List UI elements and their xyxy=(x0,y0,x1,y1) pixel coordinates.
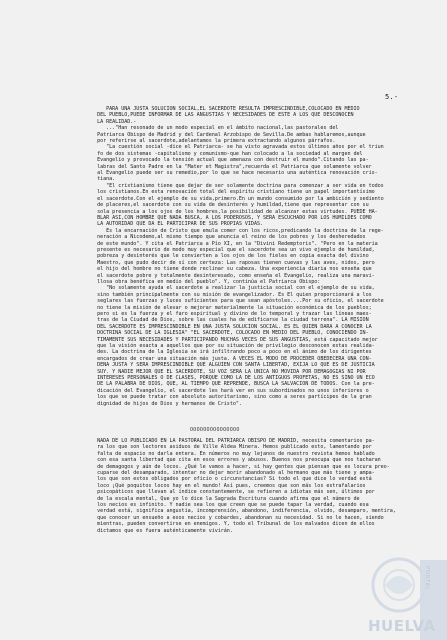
text-line: NADA DE LO PUBLICADO EN LA PASTORAL DEL PATRIARCA OBISPO DE MADRID, necesita comentarios pa- xyxy=(82,438,375,444)
text-line: seglares las fuerzas y luces suficientes para que sean apóstoles....Por su oficio, el sacerdote xyxy=(82,298,384,305)
text-line: loco ¡Qué poquitos locos hay en el mundo! Así pues, creemos que son más los estrafalarios xyxy=(82,482,366,489)
text-line: los que se puede tratar con absoluto autoritarismo, sino como a seres partícipes de la gran xyxy=(82,394,372,401)
text-line: llosa obra benéfica en medio del pueblo". Y, continúa el Patriarca Obispo: xyxy=(82,278,321,285)
text-line: que conocer un ensueño a esos necios y cobardes, abandonan su necesidad. Si no le hacen, siendo xyxy=(82,514,384,521)
text-line: el sacerdote.Con el ejemplo de su vida,primero.En un mundo consumido por la ambición y sediento xyxy=(82,195,384,202)
text-line: por referirse al sacerdote,adelantamos la primera extractando algunos párrafos. xyxy=(82,138,336,145)
text-line: ..."Han resonado de un modo especial en el ámbito nacional,las pastorales del xyxy=(82,125,339,132)
text-line: los cristianos.En esta renovación total del espíritu cristiano tiene un papel importantísimo xyxy=(82,189,375,196)
text-line: LA AUTORIDAD QUE DA EL PARTICIPAR DE SUS PROPIAS VIDAS. xyxy=(82,221,264,228)
text-line: des. La doctrina de la Iglesia se irá infiltrando poco a poco en el ánimo de los dirigentes xyxy=(82,349,372,356)
text-line: de este mundo". Y cita el Patriarca a Pío XI, en la "Divini Redemptoris". "Pero en la materia xyxy=(82,240,378,247)
text-line: no tiene la misión de elevar o mejorar materialmente la situación económica de los pueblos; xyxy=(82,304,372,311)
text-line: de demagogos y aún de locos. ¿Qué le vamos a hacer, si hay gentes que piensan que es locura preo- xyxy=(82,463,390,470)
text-line: labras del Santo Padre en la "Mater et Magistra",recuerda el Patriarca que solamente volver xyxy=(82,163,372,170)
text-line: cuparse del desamparado, intentar no dejar morir abandonado al hermano que más tiene y ampa- xyxy=(82,470,375,477)
text-line: tiana. xyxy=(82,176,116,183)
text-line: Maestro, que pudo decir de sí con certeza: Las raposas tienen cuevas y las aves, nidos, pero xyxy=(82,259,375,266)
text-line: INTERESES PERSONALES O DE CLASES, PORQUE COMO LA DE LOS ANTIGUOS PROFETAS, NO ES SINO UN ECO xyxy=(82,375,375,382)
main-article-text xyxy=(82,106,404,407)
text-line: psicopáticos que llevan al índice constantemente, se refieren a idiotas más sen, últimos por xyxy=(82,489,375,496)
text-line: SUY. Y NADIE MEJOR QUE EL SACERDOTE, SU VOZ SERA LA UNICA NO MOVIDA POR DEMAGOGIAS NI POR xyxy=(82,368,366,375)
text-line: "No solamente ayuda el sacerdote a realizar la justicia social con el ejemplo de su vida, xyxy=(82,285,375,292)
text-line: verdad está, significa angustia, incomprensión, abandono, indiferencia, olvido, desamparo, mentira, xyxy=(82,508,396,515)
text-line: DENA JUSTA Y SERA IMPRESCINDIBLE QUE ALGUIEN CON SANTA LIBERTAD, EXIJA LO QUE ES DE JUSTICIA xyxy=(82,362,375,369)
text-line: dictamos que es fuera auténticamente vivirán. xyxy=(82,527,233,534)
section-divider: OOOOOOOOOOOOOOO xyxy=(190,427,240,433)
text-line: DEL SACERDOTE ES IMPRESCINDIBLE EN UNA JUSTA SOLUCION SOCIAL. ES EL QUIEN DARA A CONOCER LA xyxy=(82,323,372,330)
archive-stamp-vertical-label: PORTAL xyxy=(424,566,430,591)
text-line: pero si es la fuerza y el faro espiritual y divino de lo temporal y trazar las líneas maes- xyxy=(82,311,372,317)
text-line: los necios es infinito. Y nadie sea los que creen que se puede tapar la verdad, cuando esa xyxy=(82,502,369,509)
text-line: DE LA PALABRA DE DIOS, QUE, AL TIEMPO QUE REPRENDE, BUSCA LA SALVACION DE TODOS. Con la pre- xyxy=(82,381,375,388)
text-line: LA REALIDAD.- xyxy=(82,118,137,125)
text-line: neración a Nicodemo,al mismo tiempo que anuncia el reino de los pobres y los desheredados xyxy=(82,234,366,241)
text-line: el sacerdote pobre y totalmente desinteresado, como enseña el Evangelio, realiza una maravi- xyxy=(82,272,375,279)
text-line: pobreza y desinterés que le convierten a los ojos de los fieles en copia exacta del divino xyxy=(82,253,369,260)
text-line: de la escala mental, Que yo lo dice la Sagrada Escritura cuando afirma que el número de xyxy=(82,495,360,502)
text-line: presente es necesario de modo muy especial que el sacerdote sea un vivo ejemplo de humildad, xyxy=(82,246,375,253)
text-line: fo de dos sistemas -capitalismo y comunismo-que han colocado a la sociedad al margen del xyxy=(82,150,363,157)
archive-stamp-label: HUELVA xyxy=(368,617,436,635)
text-line: Es la encarnación de Cristo que emula comer con los ricos,predicando la doctrina de la rege- xyxy=(82,227,384,234)
text-line: mientras, pueden convertirse en enemigos. Y, todo el Tribunal de los malvados dicen de ellos xyxy=(82,521,375,528)
text-line: PARA UNA JUSTA SOLUCION SOCIAL,EL SACERDOTE RESULTA IMPRESCINDIBLE,COLOCADO EN MEDIO xyxy=(82,106,360,112)
text-line: al Evangelio puede ser su remedio,por lo que se hace necesario una auténtica renovación cris- xyxy=(82,170,378,177)
text-line: sino también principalmente con su misión de evangelizador. Es El quien proporcionará a los xyxy=(82,291,372,298)
text-line: de placeres,el sacerdote con su vida de desinterés y humildad,tiene que representar con su xyxy=(82,202,369,209)
text-line: los que son estos obligados por oficio o circunstancias? Si todo el que dice lo verdad está xyxy=(82,476,372,483)
text-line: el hijo del hombre no tiene donde reclinar su cabeza. Una experiencia diaria nos enseña que xyxy=(82,266,372,273)
text-line: DOCTRINA SOCIAL DE LA IGLESIA" "EL SACERDOTE, COLOCADO EN MEDIO DEL PUEBLO, CONOCIENDO IN- xyxy=(82,330,369,337)
text-line: BLAR ASI,CON HOMBRE QUE NADA BUSCA, A LOS PODEROSOS, Y SERA ESCUCHADO POR LOS HUMILDES COMO xyxy=(82,214,372,221)
text-line: dicación del Evangelio, el sacerdote les hará ver en sus subordinados no unos inferiores o xyxy=(82,387,369,394)
text-line: "El cristianismo tiene que dejar de ser solamente doctrina para comenzar a ser vida en todos xyxy=(82,182,384,189)
text-line: falta de espacio no darla entera. En números no muy lejanos de nuestro revista hemos hablado xyxy=(82,450,375,457)
text-line: sola presencia a los ojos de los hombres,la posibilidad de alcanzar estas virtudes. PUEDE HA- xyxy=(82,208,378,215)
commentary-text xyxy=(82,438,404,534)
text-line: tras de la Ciudad de Dios, sobre las cuales ha de edificarse la ciudad terrena". LA MISION xyxy=(82,317,369,324)
page-number: 5.- xyxy=(385,93,399,101)
text-line: ra los que son lectores asiduos de Ville Aldea Minera. Hemos publicado esto, lamentando por xyxy=(82,444,372,451)
text-line: que la visión exacta a aquellos que por su situación de privilegio desconocen estas realida- xyxy=(82,343,375,350)
text-line: DEL PUEBLO,PUEDE INFORMAR DE LAS ANGUSTIAS Y NECESIDADES DE ESTE A LOS QUE DESCONOCEN xyxy=(82,112,354,119)
text-line: Patriarca Obispo de Madrid y del Cardenal Arzobispo de Sevilla.De ambas hablaremos,aunque xyxy=(82,131,366,138)
text-line: con esa santa libertad que cita en esos errores y abusos. Buenos nos preocupa que nos tacharan xyxy=(82,457,381,464)
text-line: TIMAMENTE SUS NECESIDADES Y PARTICIPANDO MUCHAS VECES DE SUS ANGUSTIAS, está capacitado mejor xyxy=(82,336,378,343)
text-line: dignidad de hijos de Dios y hermanos de Cristo". xyxy=(82,400,242,407)
text-line: encargados de crear una situación más justa. A VECES EL MODO DE PROCEDER OBEDECERA UNA CON- xyxy=(82,355,372,362)
text-line: "La cuestión social -dice el Patriarca- se ha visto agravada estos últimos años por el triun xyxy=(82,144,384,151)
text-line: Evangelio y provocado la tensión actual que amenaza con destruir el mundo".Citando las pa- xyxy=(82,157,369,164)
